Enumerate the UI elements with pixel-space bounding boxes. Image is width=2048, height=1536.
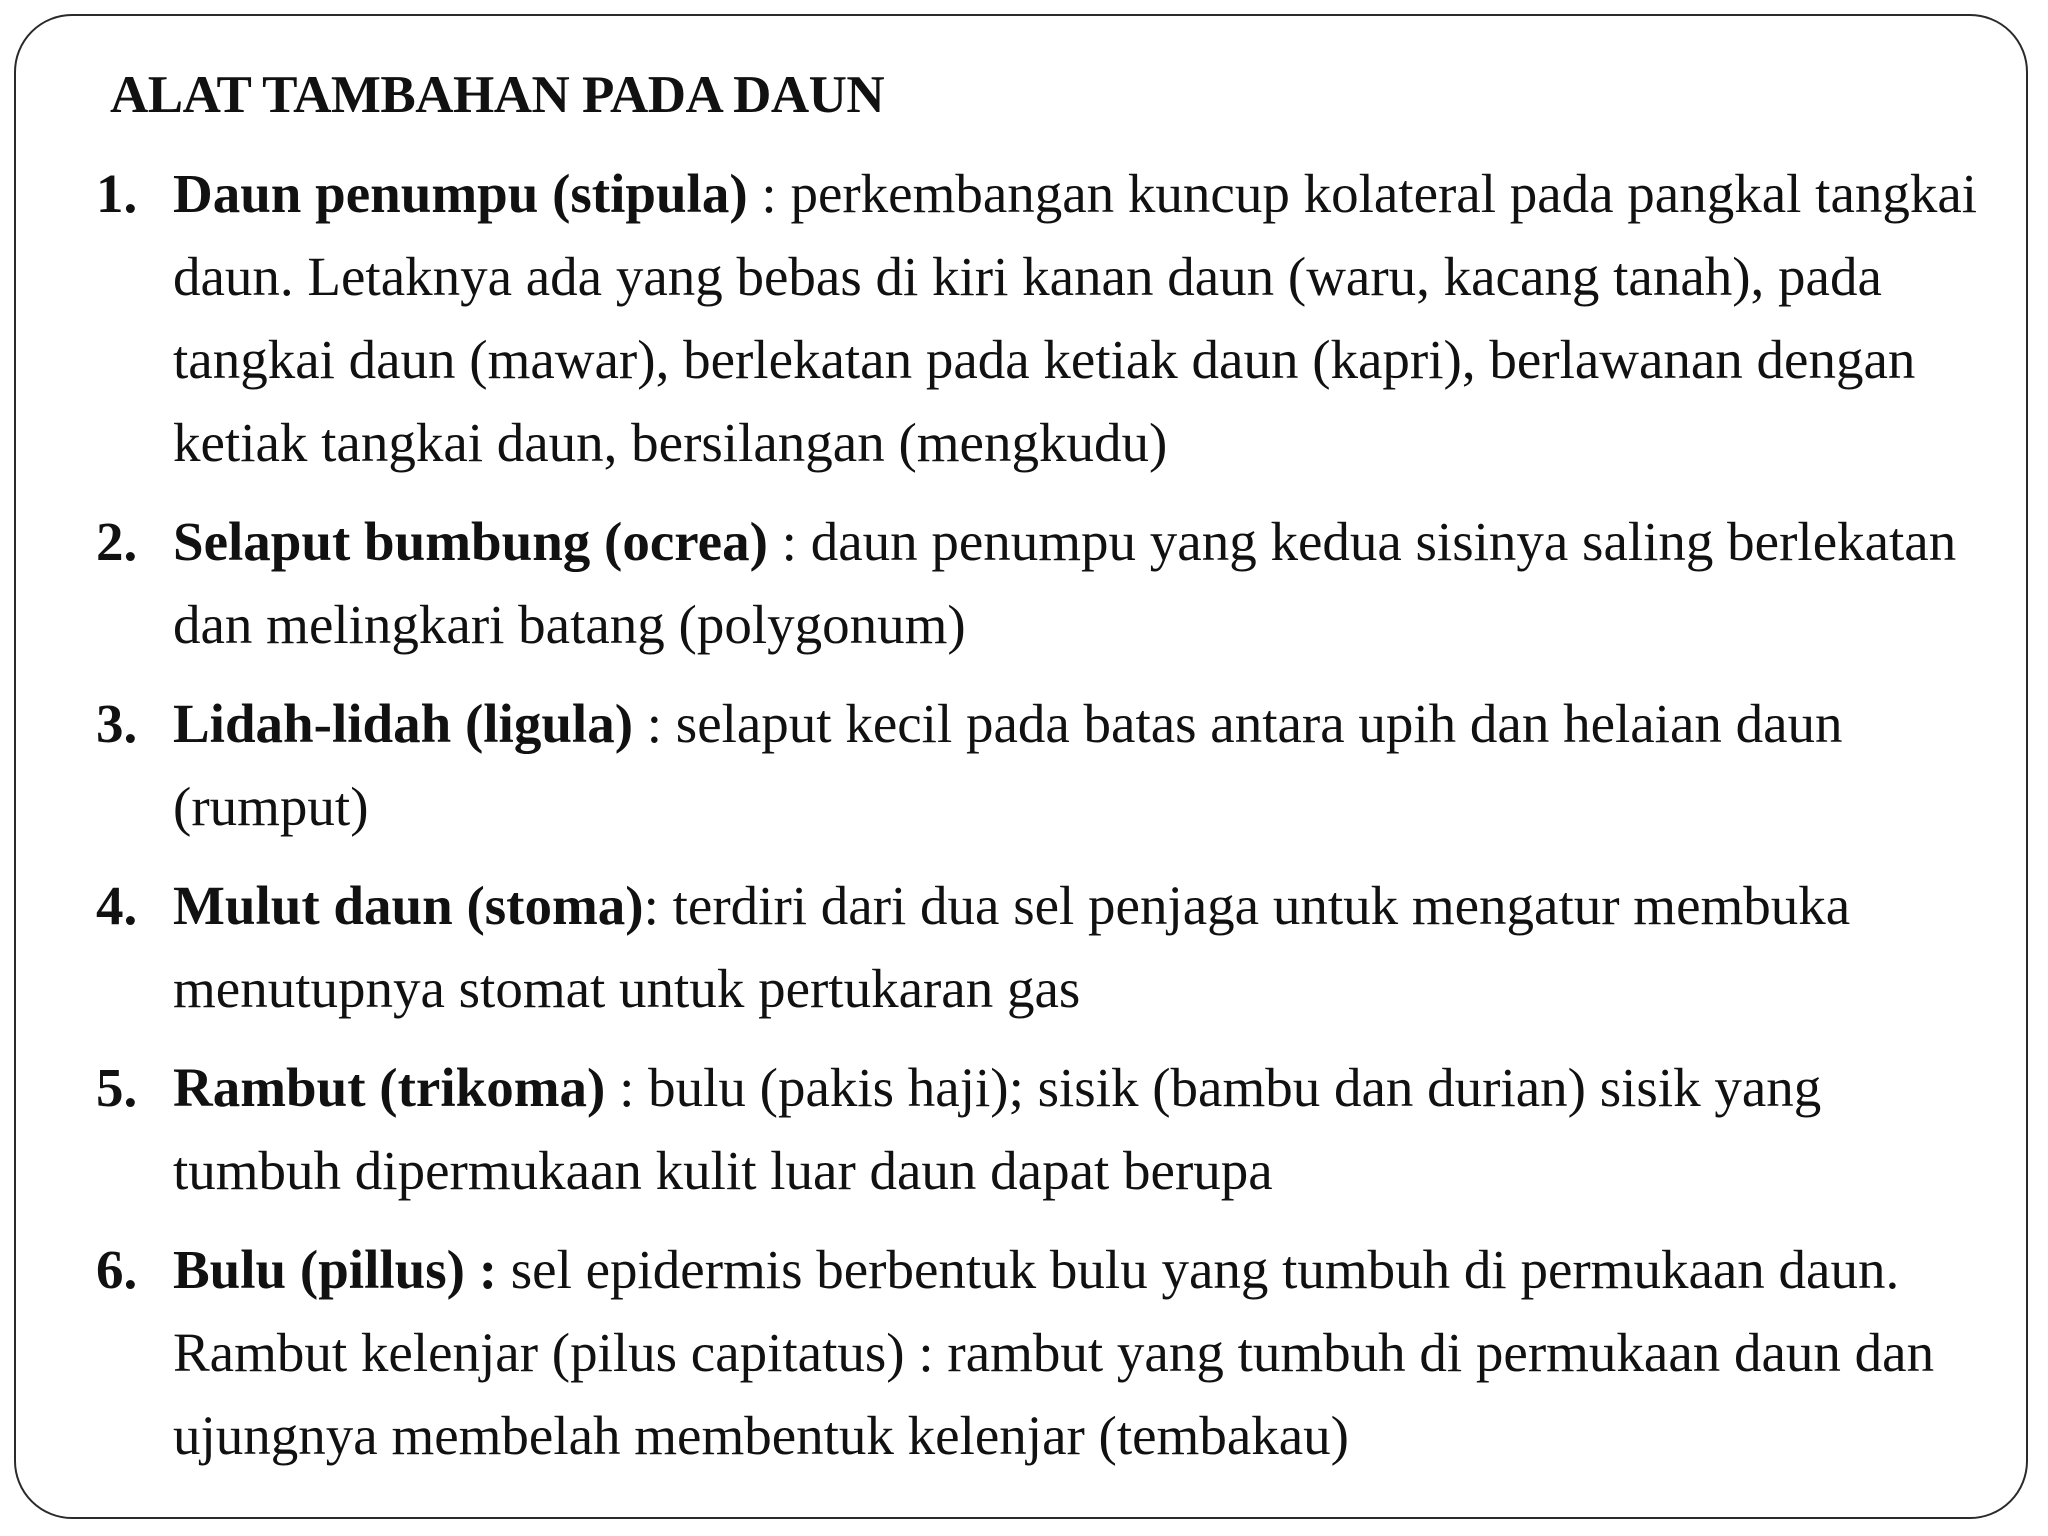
item-term: Rambut (trikoma): [173, 1057, 606, 1118]
slide-title: ALAT TAMBAHAN PADA DAUN: [110, 66, 885, 124]
item-separator: :: [633, 693, 676, 754]
item-description: perkembangan kuncup kolateral pada pangkal tangkai daun. Letaknya ada yang bebas di kiri kanan daun (waru, kacang tanah), pada tangkai daun (mawar), berlekatan pada ketiak daun (kapri), berlawanan dengan ketiak tangkai daun, bersilangan (mengkudu): [173, 163, 1978, 473]
item-number: 1.: [96, 163, 138, 224]
item-separator: :: [605, 1057, 649, 1118]
item-number: 5.: [96, 1057, 138, 1118]
item-description: bulu (pakis haji); sisik (bambu dan durian) sisik yang tumbuh dipermukaan kulit luar daun dapat berupa: [173, 1057, 1822, 1201]
item-term: Bulu (pillus) :: [173, 1239, 498, 1300]
item-number: 3.: [96, 693, 138, 754]
item-term: Selaput bumbung (ocrea): [173, 511, 768, 572]
item-number: 2.: [96, 511, 138, 572]
item-description: daun penumpu yang kedua sisinya saling berlekatan dan melingkari batang (polygonum): [173, 511, 1957, 655]
item-term: Mulut daun (stoma): [173, 875, 644, 936]
list-item-stipula: [16, 152, 2028, 484]
list-item-stoma: [16, 864, 2028, 1030]
list-item-trikoma: [16, 1046, 2028, 1212]
list-item-pillus: [16, 1228, 2028, 1477]
item-separator: [497, 1239, 511, 1300]
slide-frame: [14, 14, 2028, 1519]
item-term: Daun penumpu (stipula): [173, 163, 748, 224]
item-description: selaput kecil pada batas antara upih dan helaian daun (rumput): [173, 693, 1843, 837]
item-number: 6.: [96, 1239, 138, 1300]
item-separator: :: [747, 163, 791, 224]
item-separator: :: [767, 511, 811, 572]
item-description: terdiri dari dua sel penjaga untuk mengatur membuka menutupnya stomat untuk pertukaran gas: [173, 875, 1851, 1019]
item-separator: :: [643, 875, 673, 936]
item-number: 4.: [96, 875, 138, 936]
item-term: Lidah-lidah (ligula): [173, 693, 634, 754]
list-item-ocrea: [16, 500, 2028, 666]
item-description: sel epidermis berbentuk bulu yang tumbuh di permukaan daun. Rambut kelenjar (pilus capitatus) : rambut yang tumbuh di permukaan daun dan ujungnya membelah membentuk kelenjar (tembakau): [173, 1239, 1935, 1466]
item-list: [16, 152, 2028, 1493]
list-item-ligula: [16, 682, 2028, 848]
